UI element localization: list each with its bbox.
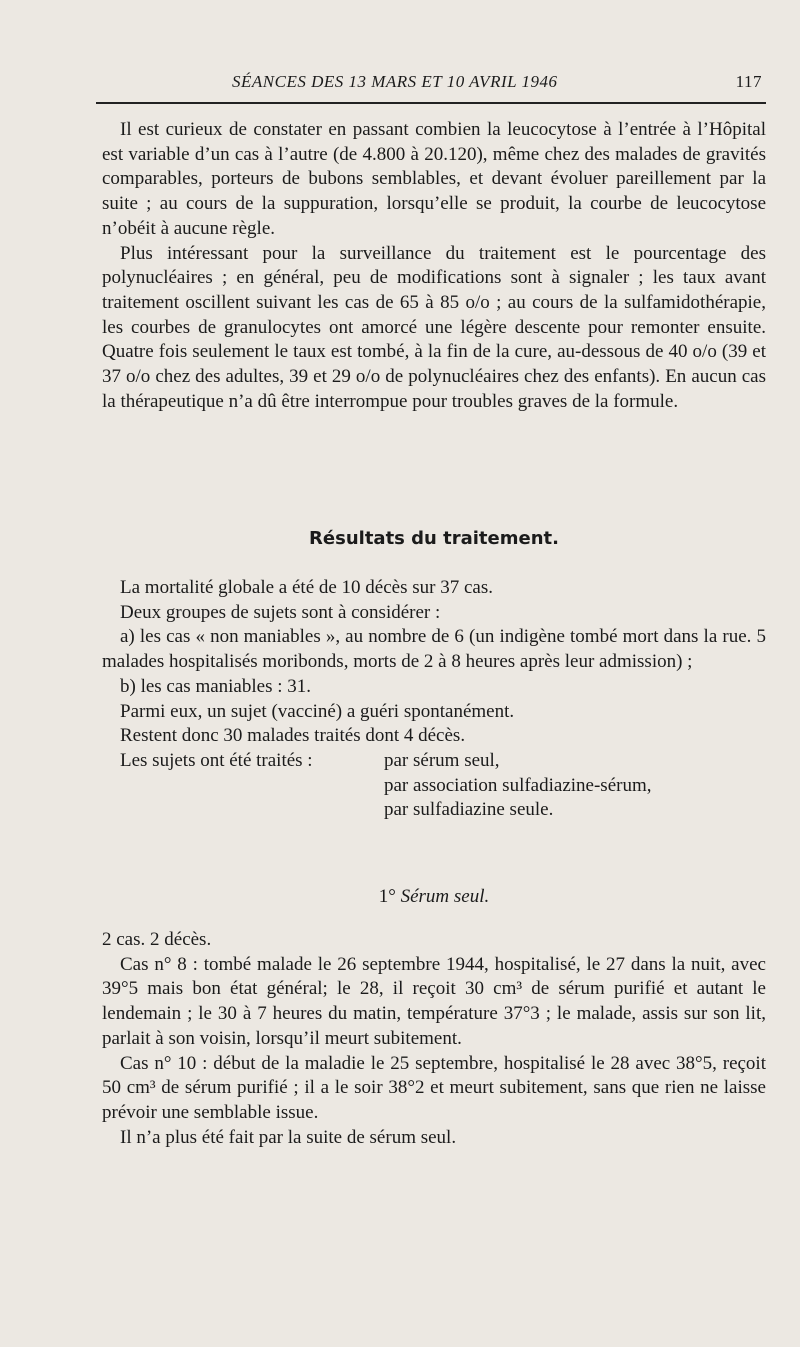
treatment-item: par sulfadiazine seule. [384,799,554,821]
closing-line: Il n’a plus été fait par la suite de sérum seul. [120,1126,457,1148]
treatment-list [102,749,766,774]
case-10-paragraph: Cas n° 10 : début de la maladie le 25 septembre, hospitalisé le 28 avec 38°5, reçoit 50 cm³ de sérum purifié ; il a le soir 38°2 et meurt subitement, sans que rien ne laisse prévoir une semblable issue. [102,1052,766,1123]
mortality-line: La mortalité globale a été de 10 décès sur 37 cas. [120,577,493,598]
treatment-item: par association sulfadiazine-sérum, [384,774,652,796]
serum-section [102,928,766,1150]
running-title: SÉANCES DES 13 MARS ET 10 AVRIL 1946 [232,72,558,91]
group-b-item: b) les cas maniables : 31. [120,675,312,697]
subsection-heading-serum [102,886,766,908]
results-section [102,576,766,823]
treated-count-line: Restent donc 30 malades traités dont 4 décès. [120,725,466,747]
subsection-title: Sérum seul. [400,886,490,907]
leucocytosis-section [102,118,766,414]
paragraph-polynuclear: Plus intéressant pour la surveillance du traitement est le pourcentage des polynucléaires ; en général, peu de modifications sont à signaler ; les taux avant traitement oscillent suivant les cas de 65 à 85 o/o ; au cours de la sulfamidothérapie, les courbes de granulocytes ont amorcé une légère descente pour remonter ensuite. Quatre fois seulement le taux est tombé, à la fin de la cure, au-dessous de 40 o/o (39 et 37 o/o chez des adultes, 39 et 29 o/o de polynucléaires chez des enfants). En aucun cas la thérapeutique n’a dû être interrompue pour troubles graves de la formule. [102,242,766,412]
page-number: 117 [735,72,762,91]
treatment-list-label: Les sujets ont été traités : [120,749,313,771]
subsection-number: 1° [378,886,396,907]
section-heading-results: Résultats du traitement. [309,528,559,549]
groups-line: Deux groupes de sujets sont à considérer : [120,601,441,623]
header-rule [96,102,766,104]
treatment-item: par sérum seul, [384,749,500,771]
case-8-paragraph: Cas n° 8 : tombé malade le 26 septembre 1944, hospitalisé, le 27 dans la nuit, avec 39°5 mais bon état général; le 28, il reçoit 30 cm³ de sérum purifié et autant le lendemain ; le 30 à 7 heures du matin, température 37°3 ; le malade, assis sur son lit, parlait à son voisin, lorsqu’il meurt subitement. [102,953,766,1049]
case-count-line: 2 cas. 2 décès. [102,929,212,950]
spontaneous-cure-line: Parmi eux, un sujet (vacciné) a guéri spontanément. [120,700,515,722]
group-a-item: a) les cas « non maniables », au nombre de 6 (un indigène tombé mort dans la rue. 5 malades hospitalisés moribonds, morts de 2 à 8 heures après leur admission) ; [102,626,766,673]
paragraph-leucocytosis: Il est curieux de constater en passant combien la leucocytose à l’entrée à l’Hôpital est variable d’un cas à l’autre (de 4.800 à 20.120), même chez des malades de gravités comparables, porteurs de bubons semblables, et devant évoluer pareillement par la suite ; au cours de la suppuration, lorsqu’elle se produit, la courbe de leucocytose n’obéit à aucune règle. [102,119,766,239]
